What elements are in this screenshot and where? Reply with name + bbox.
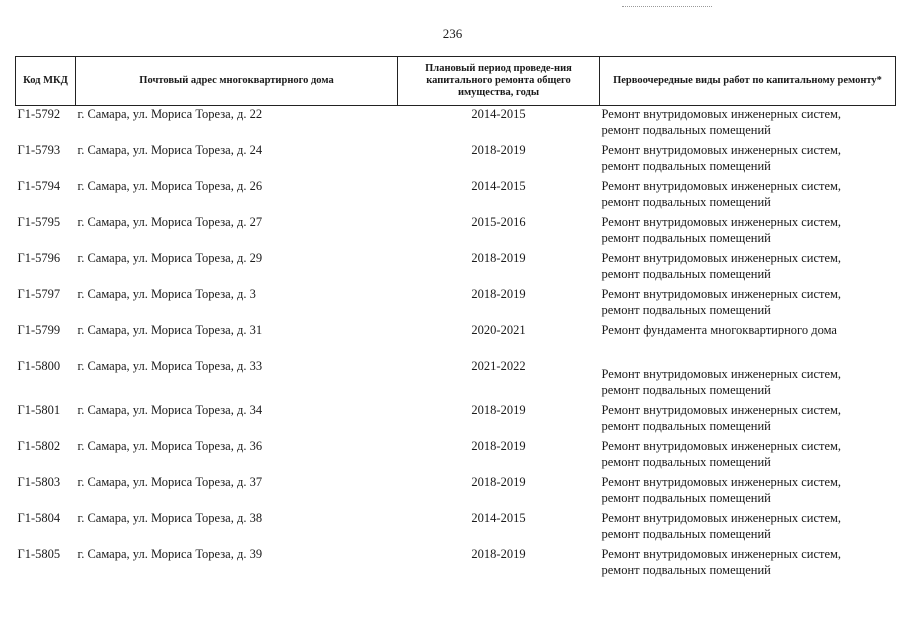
works-line: Ремонт внутридомовых инженерных систем, [601, 547, 842, 561]
cell-period: 2021-2022 [471, 359, 526, 373]
table-row [16, 106, 896, 143]
table-row [16, 438, 896, 474]
cell-address: г. Самара, ул. Мориса Тореза, д. 3 [77, 287, 256, 301]
cell-address: г. Самара, ул. Мориса Тореза, д. 26 [77, 179, 263, 193]
cell-address: г. Самара, ул. Мориса Тореза, д. 33 [77, 359, 263, 373]
works-line: Ремонт внутридомовых инженерных систем, [601, 143, 842, 157]
works-line: Ремонт внутридомовых инженерных систем, [601, 475, 842, 489]
table-row [16, 250, 896, 286]
cell-period: 2014-2015 [471, 107, 526, 121]
cell-code: Г1-5804 [17, 511, 61, 525]
cell-works [600, 106, 896, 143]
cell-code: Г1-5802 [17, 439, 61, 453]
cell-address: г. Самара, ул. Мориса Тореза, д. 29 [77, 251, 263, 265]
works-line: ремонт подвальных помещений [601, 563, 771, 577]
capital-repair-table [15, 56, 896, 582]
cell-works [600, 438, 896, 474]
works-line: ремонт подвальных помещений [601, 527, 771, 541]
cell-works [600, 546, 896, 582]
header-period: Плановый период проведе-ния капитального ремонта общего имущества, годы [398, 57, 600, 106]
works-line: ремонт подвальных помещений [601, 491, 771, 505]
works-line: ремонт подвальных помещений [601, 383, 771, 397]
works-line: ремонт подвальных помещений [601, 419, 771, 433]
works-line: ремонт подвальных помещений [601, 267, 771, 281]
works-line: Ремонт внутридомовых инженерных систем, [601, 287, 842, 301]
cell-address: г. Самара, ул. Мориса Тореза, д. 37 [77, 475, 263, 489]
table-row [16, 214, 896, 250]
cell-period: 2018-2019 [471, 403, 526, 417]
cell-works [600, 286, 896, 322]
table-row [16, 358, 896, 402]
cell-works [600, 178, 896, 214]
table-row [16, 286, 896, 322]
cell-code: Г1-5797 [17, 287, 61, 301]
cell-address: г. Самара, ул. Мориса Тореза, д. 31 [77, 323, 263, 337]
works-line: ремонт подвальных помещений [601, 303, 771, 317]
works-line: Ремонт внутридомовых инженерных систем, [601, 439, 842, 453]
cell-works [600, 142, 896, 178]
works-line: Ремонт внутридомовых инженерных систем, [601, 179, 842, 193]
cell-code: Г1-5795 [17, 215, 61, 229]
table-row [16, 546, 896, 582]
page-number: 236 [442, 26, 463, 41]
table-row [16, 474, 896, 510]
works-line: ремонт подвальных помещений [601, 159, 771, 173]
cell-period: 2014-2015 [471, 511, 526, 525]
cell-period: 2018-2019 [471, 287, 526, 301]
header-address: Почтовый адрес многоквартирного дома [76, 57, 398, 106]
cell-code: Г1-5793 [17, 143, 61, 157]
table-header-row [16, 57, 896, 106]
cell-address: г. Самара, ул. Мориса Тореза, д. 39 [77, 547, 263, 561]
works-line: Ремонт внутридомовых инженерных систем, [601, 367, 842, 381]
cell-works [600, 474, 896, 510]
cell-works [600, 214, 896, 250]
works-line: ремонт подвальных помещений [601, 231, 771, 245]
cell-works [600, 510, 896, 546]
works-line: Ремонт внутридомовых инженерных систем, [601, 511, 842, 525]
table-row [16, 142, 896, 178]
cell-works [600, 250, 896, 286]
cell-code: Г1-5803 [17, 475, 61, 489]
cell-code: Г1-5794 [17, 179, 61, 193]
cell-works [600, 322, 896, 358]
cell-works [600, 358, 896, 402]
cell-address: г. Самара, ул. Мориса Тореза, д. 27 [77, 215, 263, 229]
works-line: Ремонт внутридомовых инженерных систем, [601, 107, 842, 121]
cell-address: г. Самара, ул. Мориса Тореза, д. 24 [77, 143, 263, 157]
cell-code: Г1-5799 [17, 323, 61, 337]
table-row [16, 322, 896, 358]
cell-address: г. Самара, ул. Мориса Тореза, д. 22 [77, 107, 263, 121]
cell-code: Г1-5805 [17, 547, 61, 561]
cell-period: 2018-2019 [471, 547, 526, 561]
cell-period: 2015-2016 [471, 215, 526, 229]
table-row [16, 510, 896, 546]
cell-code: Г1-5800 [17, 359, 61, 373]
works-line: Ремонт внутридомовых инженерных систем, [601, 251, 842, 265]
cell-period: 2020-2021 [471, 323, 526, 337]
table-row [16, 178, 896, 214]
cell-code: Г1-5801 [17, 403, 61, 417]
works-line: Ремонт фундамента многоквартирного дома [601, 323, 837, 337]
works-line: ремонт подвальных помещений [601, 195, 771, 209]
scan-artifact-mark [622, 6, 712, 11]
header-code: Код МКД [16, 57, 76, 106]
cell-code: Г1-5792 [17, 107, 61, 121]
table-body [16, 106, 896, 583]
cell-address: г. Самара, ул. Мориса Тореза, д. 34 [77, 403, 263, 417]
table-header [16, 57, 896, 106]
cell-address: г. Самара, ул. Мориса Тореза, д. 38 [77, 511, 263, 525]
cell-code: Г1-5796 [17, 251, 61, 265]
cell-works [600, 402, 896, 438]
header-works: Первоочередные виды работ по капитальному ремонту* [600, 57, 896, 106]
cell-address: г. Самара, ул. Мориса Тореза, д. 36 [77, 439, 263, 453]
table-row [16, 402, 896, 438]
cell-period: 2014-2015 [471, 179, 526, 193]
works-line: Ремонт внутридомовых инженерных систем, [601, 215, 842, 229]
cell-period: 2018-2019 [471, 439, 526, 453]
works-line: ремонт подвальных помещений [601, 123, 771, 137]
cell-period: 2018-2019 [471, 251, 526, 265]
cell-period: 2018-2019 [471, 475, 526, 489]
cell-period: 2018-2019 [471, 143, 526, 157]
works-line: ремонт подвальных помещений [601, 455, 771, 469]
works-line: Ремонт внутридомовых инженерных систем, [601, 403, 842, 417]
